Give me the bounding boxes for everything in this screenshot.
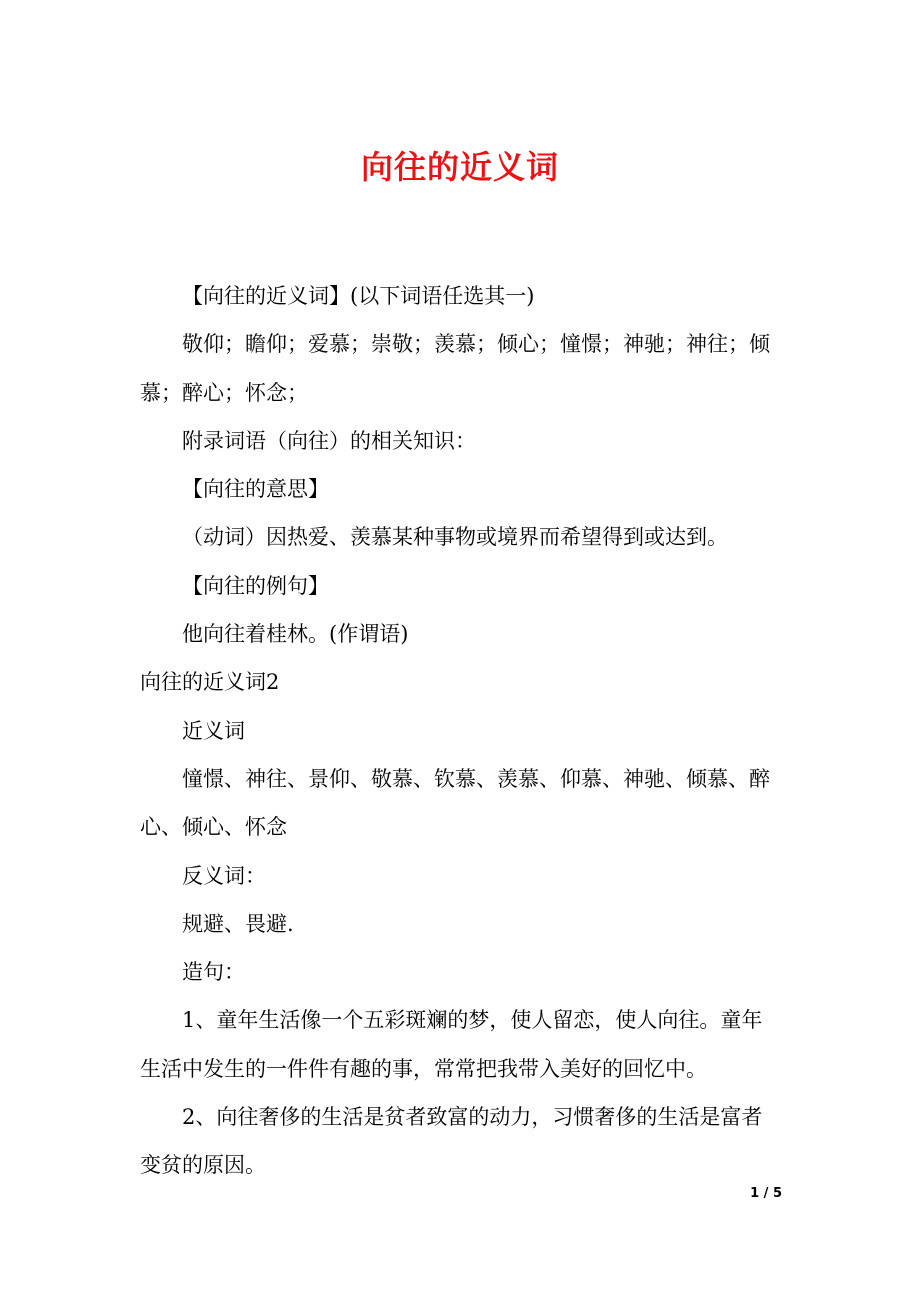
paragraph-14: 1、童年生活像一个五彩斑斓的梦，使人留恋，使人向往。童年生活中发生的一件件有趣的事，常常把我带入美好的回忆中。 bbox=[140, 1008, 763, 1081]
paragraph-15: 2、向往奢侈的生活是贫者致富的动力，习惯奢侈的生活是富者变贫的原因。 bbox=[140, 1105, 763, 1178]
paragraph-5: （动词）因热爱、羡慕某种事物或境界而希望得到或达到。 bbox=[182, 525, 728, 550]
paragraph-6: 【向往的例句】 bbox=[182, 573, 329, 598]
document-title: 向往的近义词 bbox=[360, 148, 559, 186]
page-number: 1 / 5 bbox=[750, 1186, 782, 1201]
paragraph-12: 规避、畏避. bbox=[182, 911, 294, 936]
paragraph-2: 敬仰；瞻仰；爱慕；崇敬；羡慕；倾心；憧憬；神驰；神往；倾慕；醉心；怀念； bbox=[140, 332, 770, 405]
paragraph-4: 【向往的意思】 bbox=[182, 477, 329, 502]
paragraph-10: 憧憬、神往、景仰、敬慕、钦慕、羡慕、仰慕、神驰、倾慕、醉心、倾心、怀念 bbox=[140, 766, 770, 840]
paragraph-13: 造句： bbox=[182, 960, 245, 985]
document-body bbox=[140, 272, 782, 1190]
paragraph-11: 反义词： bbox=[182, 863, 266, 888]
section-heading: 向往的近义词2 bbox=[140, 670, 280, 695]
paragraph-1: 【向往的近义词】(以下词语任选其一) bbox=[182, 284, 535, 308]
paragraph-3: 附录词语（向往）的相关知识： bbox=[182, 428, 476, 453]
paragraph-7: 他向往着桂林。(作谓语) bbox=[182, 622, 409, 647]
paragraph-9: 近义词 bbox=[182, 718, 245, 743]
